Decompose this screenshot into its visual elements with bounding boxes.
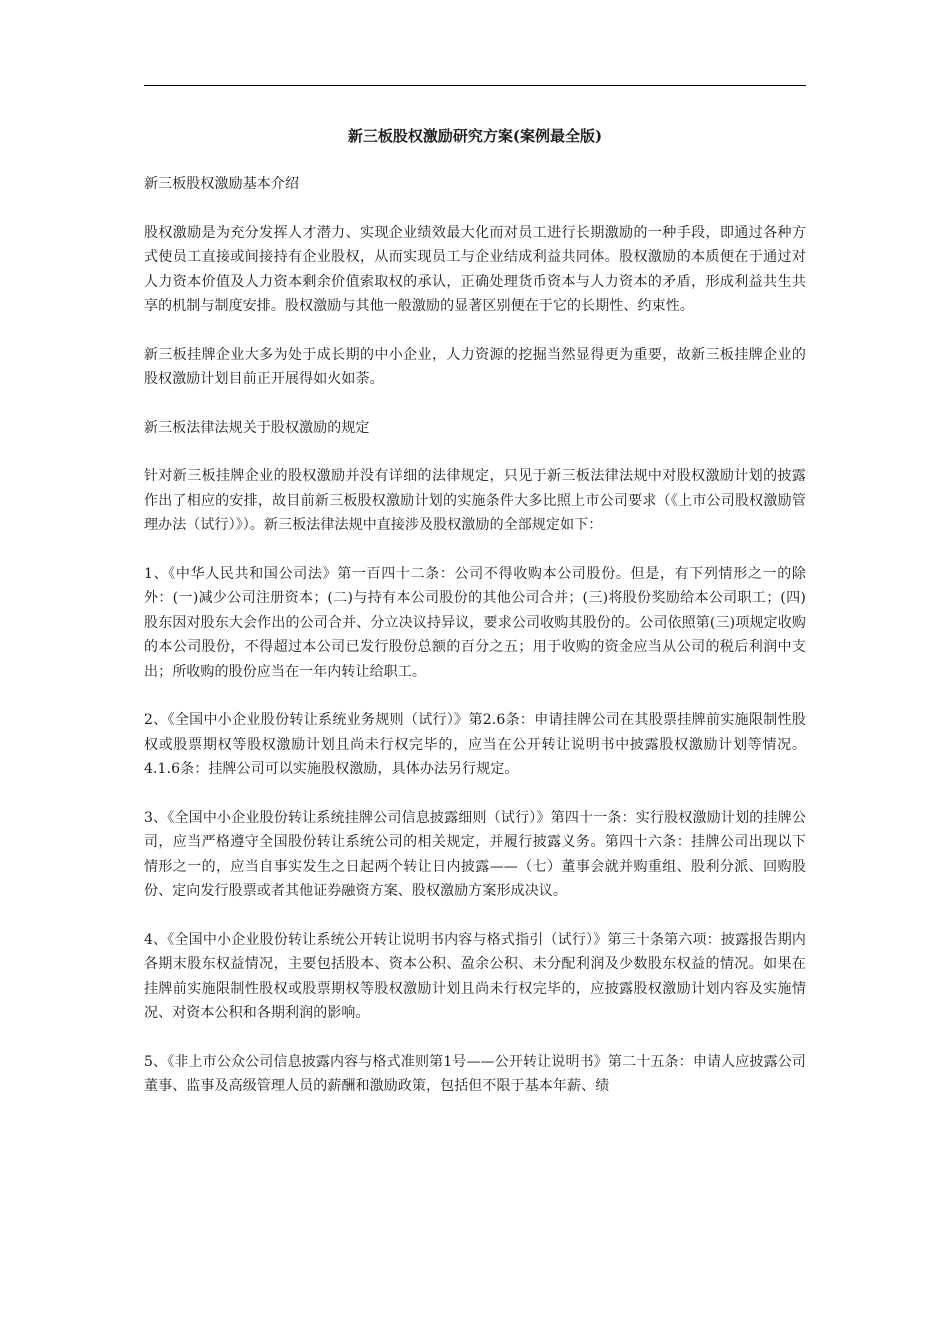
section-heading-law: 新三板法律法规关于股权激励的规定 [144, 419, 370, 436]
paragraph-intro-2: 新三板挂牌企业大多为处于成长期的中小企业，人力资源的挖掘当然显得更为重要，故新三板挂牌企业的股权激励计划目前正开展得如火如荼。 [144, 346, 806, 387]
paragraph-intro-1: 股权激励是为充分发挥人才潜力、实现企业绩效最大化而对员工进行长期激励的一种手段，即通过各种方式使员工直接或间接持有企业股权，从而实现员工与企业结成利益共同体。股权激励的本质便在于通过对人力资本价值及人力资本剩余价值索取权的承认，正确处理货币资本与人力资本的矛盾，形成利益共生共享的机制与制度安排。股权激励与其他一般激励的显著区别便在于它的长期性、约束性。 [144, 224, 806, 314]
paragraph-law-1: 针对新三板挂牌企业的股权激励并没有详细的法律规定，只见于新三板法律法规中对股权激励计划的披露作出了相应的安排，故目前新三板股权激励计划的实施条件大多比照上市公司要求（《上市公司股权激励管理办法（试行）》）。新三板法律法规中直接涉及股权激励的全部规定如下： [144, 468, 806, 533]
list-item-2: 2、《全国中小企业股份转让系统业务规则（试行）》第2.6条：申请挂牌公司在其股票挂牌前实施限制性股权或股票期权等股权激励计划且尚未行权完毕的，应当在公开转让说明书中披露股权激励计划等情况。4.1.6条：挂牌公司可以实施股权激励，具体办法另行规定。 [144, 712, 806, 777]
document-body [144, 124, 806, 1123]
section-heading-intro: 新三板股权激励基本介绍 [144, 176, 300, 192]
list-item-3: 3、《全国中小企业股份转让系统挂牌公司信息披露细则（试行）》第四十一条：实行股权激励计划的挂牌公司，应当严格遵守全国股份转让系统公司的相关规定，并履行披露义务。第四十六条：挂牌公司出现以下情形之一的，应当自事实发生之日起两个转让日内披露——（七）董事会就并购重组、股利分派、回购股份、定向发行股票或者其他证券融资方案、股权激励方案形成决议。 [144, 809, 806, 899]
document-title: 新三板股权激励研究方案(案例最全版) [347, 127, 603, 145]
list-item-4: 4、《全国中小企业股份转让系统公开转让说明书内容与格式指引（试行）》第三十条第六项：披露报告期内各期末股东权益情况，主要包括股本、资本公积、盈余公积、未分配利润及少数股东权益的情况。如果在挂牌前实施限制性股权或股票期权等股权激励计划且尚未行权完毕的，应披露股权激励计划内容及实施情况、对资本公积和各期利润的影响。 [144, 931, 806, 1021]
list-item-1: 1、《中华人民共和国公司法》第一百四十二条：公司不得收购本公司股份。但是，有下列情形之一的除外：(一)减少公司注册资本；(二)与持有本公司股份的其他公司合并；(三)将股份奖励给本公司职工；(四)股东因对股东大会作出的公司合并、分立决议持异议，要求公司收购其股份的。公司依照第(三)项规定收购的本公司股份，不得超过本公司已发行股份总额的百分之五；用于收购的资金应当从公司的税后利润中支出；所收购的股份应当在一年内转让给职工。 [144, 565, 806, 680]
list-item-5: 5、《非上市公众公司信息披露内容与格式准则第1号——公开转让说明书》第二十五条：申请人应披露公司董事、监事及高级管理人员的薪酬和激励政策，包括但不限于基本年薪、绩 [144, 1053, 806, 1094]
header-rule [144, 85, 806, 86]
